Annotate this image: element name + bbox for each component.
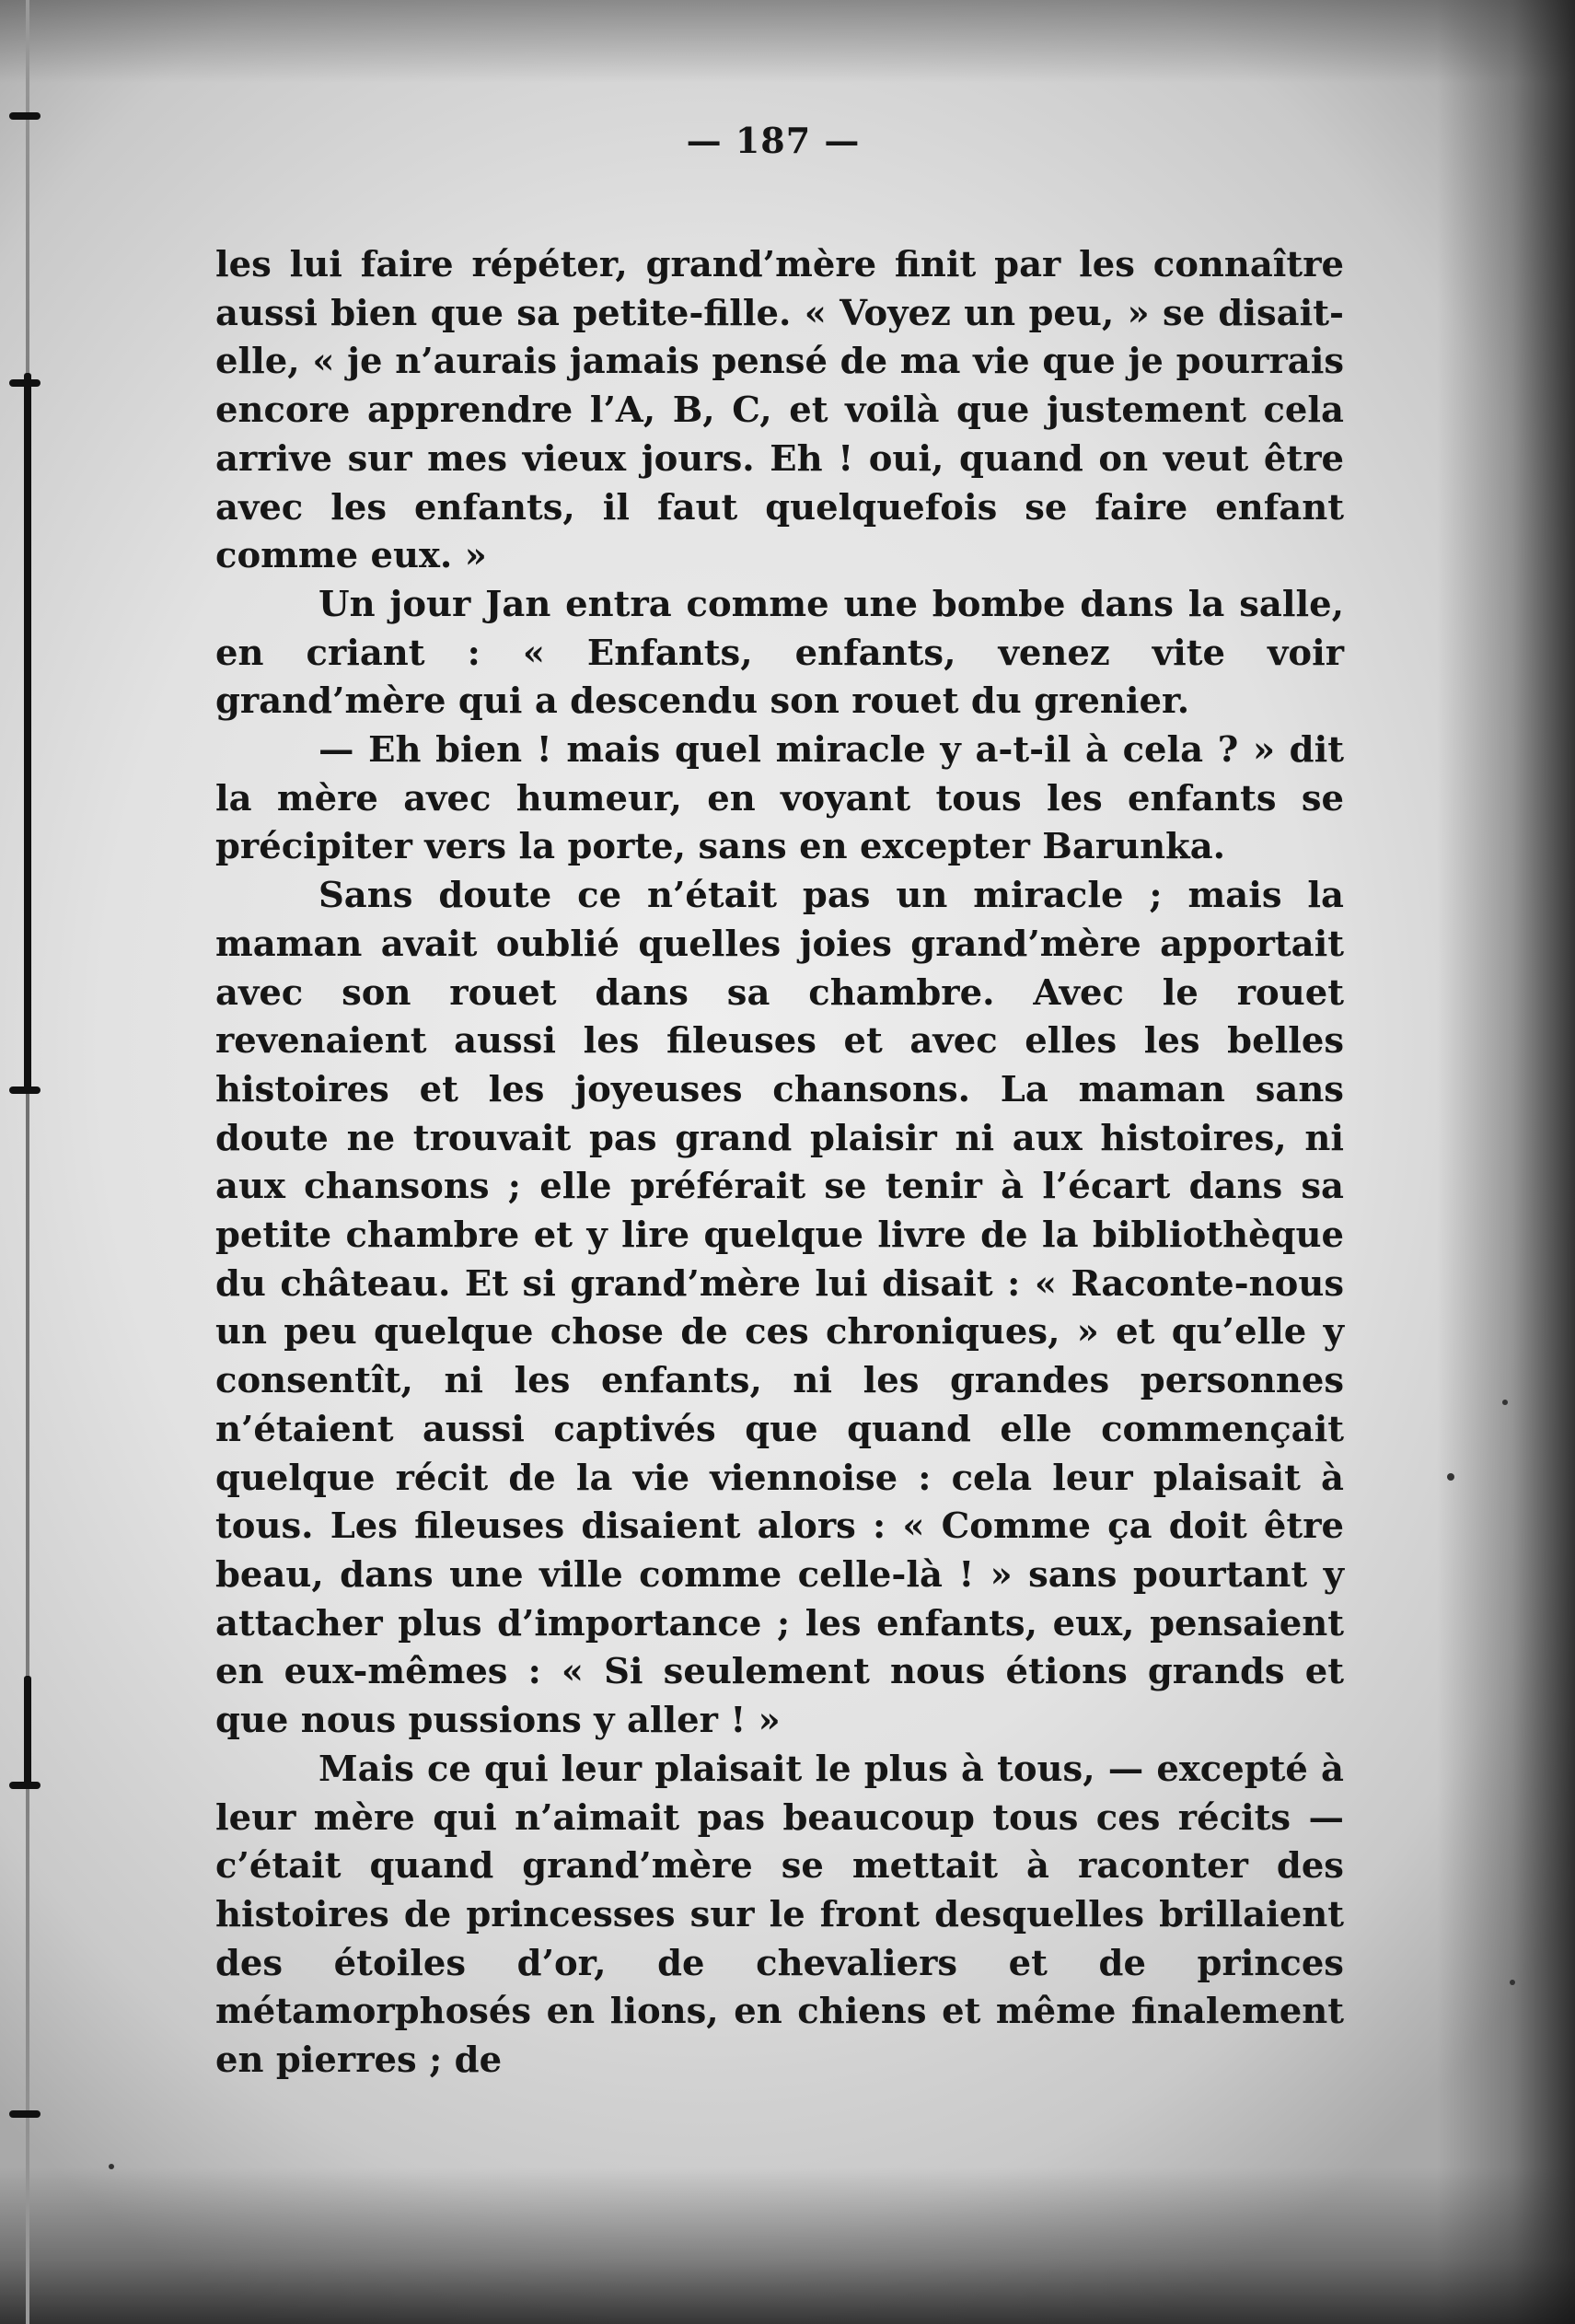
paragraph: — Eh bien ! mais quel miracle y a-t-il à cela ? » dit la mère avec humeur, en voyant tous les enfants se précipiter vers la porte, sans en excepter Barunka. [215,729,1344,868]
paragraph: Un jour Jan entra comme une bombe dans la salle, en criant : « Enfants, enfants, venez vite voir grand’mère qui a descendu son rouet du grenier. [215,583,1344,723]
scan-shadow-bottom [0,2167,1575,2324]
paragraph: Mais ce qui leur plaisait le plus à tous, — excepté à leur mère qui n’aimait pas beaucoup tous ces récits — c’était quand grand’mère se mettait à raconter des histoires de princesses sur le front desquelles brillaient des étoiles d’or, de chevaliers et de princes métamorphosés en lions, en chiens et même finalement en pierres ; de [215,1748,1344,2082]
binding-mark [9,1086,41,1094]
binding-mark [9,112,41,120]
scan-shadow-right [1437,0,1575,2324]
binding-mark [9,2110,41,2118]
scan-speck [109,2164,114,2169]
paragraph: Sans doute ce n’était pas un miracle ; mais la maman avait oublié quelles joies grand’mère apportait avec son rouet dans sa chambre. Avec le rouet revenaient aussi les fileuses et avec elles les belles histoires et les joyeuses chansons. La maman sans doute ne trouvait pas grand plaisir ni aux histoires, ni aux chansons ; elle préférait se tenir à l’écart dans sa petite chambre et y lire quelque livre de la bibliothèque du château. Et si grand’mère lui disait : « Raconte-nous un peu quelque chose de ces chroniques, » et qu’elle y consentît, ni les enfants, ni les grandes personnes n’étaient aussi captivés que quand elle commençait quelque récit de la vie viennoise : cela leur plaisait à tous. Les fileuses disaient alors : « Comme ça doit être beau, dans une ville comme celle-là ! » sans pourtant y attacher plus d’importance ; les enfants, eux, pensaient en eux-mêmes : « Si seulement nous étions grands et que nous pussions y aller ! » [215,875,1344,1742]
binding-mark [9,1782,41,1789]
scan-shadow-top [0,0,1575,83]
binding-thread [24,1676,31,1786]
paragraph: les lui faire répéter, grand’mère finit par les connaître aussi bien que sa petite-fille. « Voyez un peu, » se disait-elle, « je n’aurais jamais pensé de ma vie que je pourrais encore apprendre l’A, B, C, et voilà que justement cela arrive sur mes vieux jours. Eh ! oui, quand on veut être avec les enfants, il faut quelquefois se faire enfant comme eux. » [215,244,1344,577]
scan-speck [1502,1400,1508,1405]
scan-speck [1510,1980,1515,1985]
scan-speck [1447,1473,1454,1481]
binding-mark [9,379,41,387]
binding-thread [24,373,31,1091]
body-text [215,241,1344,2086]
page-number: — 187 — [686,120,861,161]
binding-edge [26,0,29,2324]
